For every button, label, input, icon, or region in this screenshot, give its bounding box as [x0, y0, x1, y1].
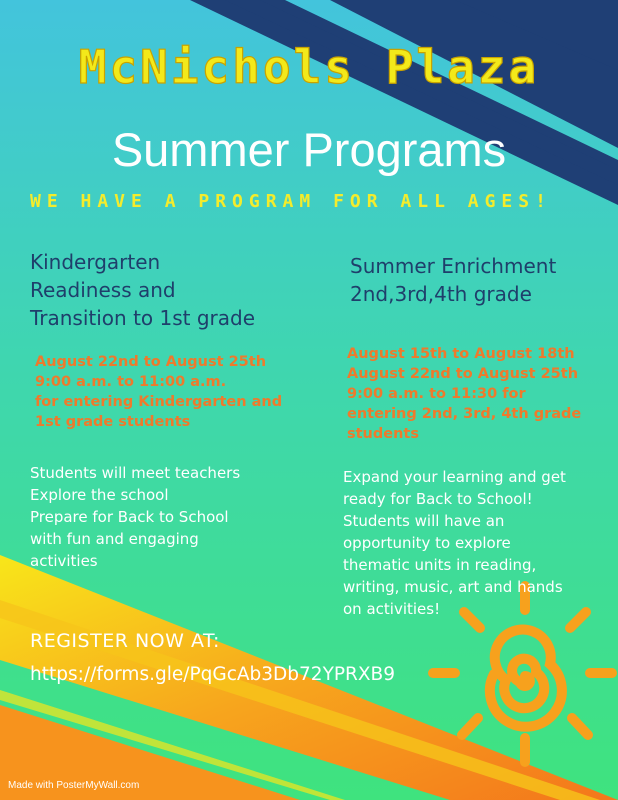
schedule-line: entering 2nd, 3rd, 4th grade [347, 406, 582, 422]
enrichment-heading [350, 252, 610, 308]
program-title: Summer Programs [111, 123, 507, 176]
register-label: REGISTER NOW AT: [30, 630, 220, 652]
description-line: activities [30, 552, 98, 570]
description-line: Expand your learning and get [343, 468, 566, 486]
description-line: ready for Back to School! [343, 490, 533, 508]
description-line: opportunity to explore [343, 534, 511, 552]
description-line: on activities! [343, 600, 441, 618]
schedule-line: August 15th to August 18th [347, 346, 575, 362]
description-line: Students will have an [343, 512, 505, 530]
schedule-line: for entering Kindergarten and [35, 394, 283, 410]
kindergarten-heading [30, 248, 300, 332]
kindergarten-description [30, 462, 320, 572]
schedule-line: 1st grade students [35, 414, 191, 430]
schedule-line: August 22nd to August 25th [347, 366, 579, 382]
tagline: WE HAVE A PROGRAM FOR ALL AGES! [30, 191, 552, 212]
heading-line: Summer Enrichment [350, 254, 557, 278]
description-line: thematic units in reading, [343, 556, 537, 574]
heading-line: Transition to 1st grade [30, 306, 256, 330]
heading-line: 2nd,3rd,4th grade [350, 282, 532, 306]
description-line: Explore the school [30, 486, 169, 504]
description-line: Prepare for Back to School [30, 508, 229, 526]
schedule-line: 9:00 a.m. to 11:30 for [347, 386, 526, 402]
schedule-line: August 22nd to August 25th [35, 354, 267, 370]
description-line: writing, music, art and hands [343, 578, 563, 596]
heading-line: Kindergarten [30, 250, 161, 274]
register-link[interactable]: https://forms.gle/PqGcAb3Db72YPRXB9 [30, 664, 396, 685]
heading-line: Readiness and [30, 278, 176, 302]
watermark: Made with PosterMyWall.com [8, 780, 140, 791]
description-line: Students will meet teachers [30, 464, 241, 482]
kindergarten-schedule [35, 352, 320, 432]
enrichment-description [343, 466, 608, 620]
schedule-line: students [347, 426, 419, 442]
enrichment-schedule [347, 344, 607, 444]
schedule-line: 9:00 a.m. to 11:00 a.m. [35, 374, 227, 390]
location-title: McNichols Plaza [78, 40, 540, 94]
description-line: with fun and engaging [30, 530, 199, 548]
